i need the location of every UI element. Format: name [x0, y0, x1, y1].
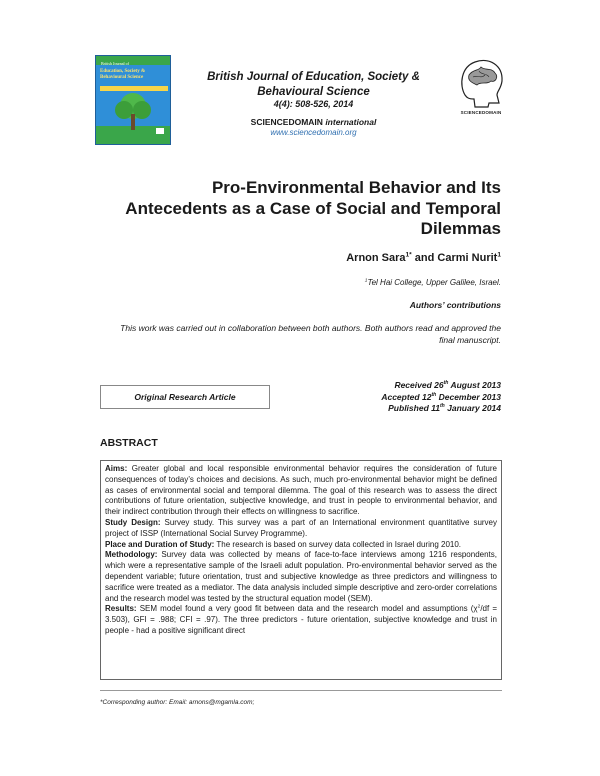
author-name: Arnon Sara [346, 252, 406, 264]
abstract-aims: Aims: Greater global and local responsible environmental behavior requires the consideration of future consequences of today’s choices and decisions. As such, much pro-environmental behavior might be defined as cases of environmental social and temporal dilemma. The goal of this research was to assess the direct contributions of future orientation, subjective knowledge, and trust in people to environmental behavior, and their indirect contribution through their effects on willingness to sacrifice. [105, 464, 497, 517]
affiliation-marker: 1 [364, 278, 368, 284]
abstract-place-duration: Place and Duration of Study: The research is based on survey data collected in Israel during 2010. [105, 539, 462, 549]
cover-bottom-band [96, 138, 170, 144]
logo-caption: SCIENCEDOMAIN [460, 110, 502, 115]
authors [280, 252, 501, 264]
journal-title-line: British Journal of Education, Society & [207, 71, 420, 83]
contributions-text: This work was carried out in collaboration between both authors. Both authors read and approved the final manuscript. [120, 323, 501, 345]
article-dates [300, 380, 501, 415]
tree-icon [96, 88, 170, 138]
accepted-date: Accepted 12th December 2013 [381, 391, 501, 402]
journal-title-line: Behavioural Science [257, 86, 370, 98]
article-title-line: Antecedents as a Case of Social and Temporal [125, 198, 501, 218]
cover-title-line: Behavioural Science [100, 75, 144, 80]
author-marker: 1 [497, 251, 501, 259]
published-date: Published 11th January 2014 [388, 403, 501, 413]
abstract-methodology: Methodology: Survey data was collected by means of face-to-face interviews among 1216 respondents, which were a representative sample of the Israeli adult population. Pro-environmental behavior served as the dependent variable; future orientation, trust and subjective knowledge as three predictors and willingness to sacrifice were treated as a mediator. The data analysis included simple descriptive and zero-order correlations and the research model was tested by the structural equation model (SEM). [105, 550, 497, 603]
journal-volume: 4(4): 508-526, 2014 [273, 99, 354, 109]
article-title [95, 178, 501, 240]
article-title-line: Dilemmas [420, 219, 501, 238]
affiliation-text: Tel Hai College, Upper Galilee, Israel. [367, 278, 501, 287]
cover-title [100, 69, 168, 81]
contributions-heading: Authors’ contributions [409, 300, 501, 310]
author-name: Carmi Nurit [437, 252, 498, 264]
publisher-suffix: international [325, 117, 377, 127]
journal-cover-image [95, 55, 171, 145]
received-date: Received 26th August 2013 [394, 380, 501, 390]
abstract-results: Results: SEM model found a very good fit between data and the research model and assumptions $(\chi^2/df = 3.503)$, GFI = .988; CFI = .97). The three predictors - future orientation, subjective knowledge and trust in people - had a positive significant direct [105, 604, 498, 635]
author-conjunction: and [411, 252, 438, 264]
abstract-study-design: Study Design: Survey study. This survey was a part of an International environment quantitative survey project of ISSP (International Social Survey Programme). [105, 517, 498, 538]
brain-head-icon [455, 55, 507, 110]
cover-small-text: British Journal of [101, 61, 129, 66]
footnote-divider [100, 690, 502, 691]
publisher [195, 117, 432, 127]
author-marker: 1* [405, 251, 412, 259]
article-title-line: Pro-Environmental Behavior and Its [211, 178, 501, 197]
journal-title [195, 70, 432, 100]
abstract-box [100, 460, 502, 680]
publisher-url-link[interactable]: www.sciencedomain.org [270, 128, 357, 137]
article-type-label: Original Research Article [134, 392, 236, 402]
cover-title-line: Education, Society & [100, 69, 146, 74]
abstract-heading: ABSTRACT [100, 437, 158, 449]
publisher-name: SCIENCEDOMAIN [250, 117, 323, 127]
affiliation [250, 278, 501, 287]
article-type-box [100, 385, 270, 409]
publisher-logo [455, 55, 507, 120]
corresponding-author-footnote: *Corresponding author: Email: arnons@mgamla.com; [100, 699, 255, 706]
